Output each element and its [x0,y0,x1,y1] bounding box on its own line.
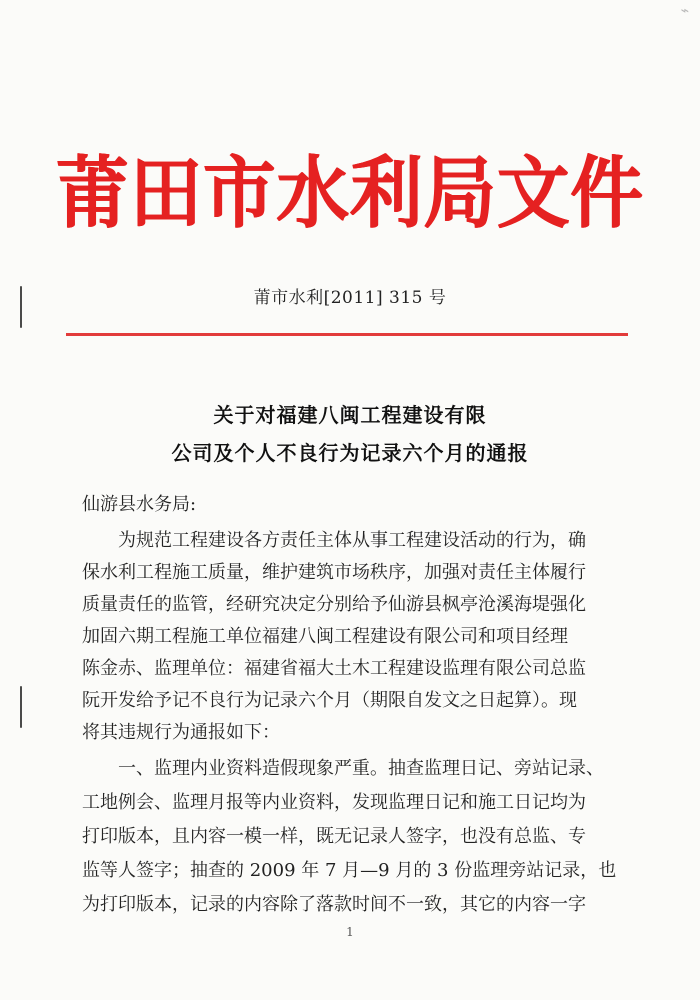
document-number: 莆市水利[2011] 315 号 [253,288,447,308]
document-title [0,396,700,472]
paragraph-2-line-2: 工地例会、监理月报等内业资料，发现监理日记和施工日记均为 [82,792,586,813]
scan-corner-mark: ⌁ [680,3,690,19]
issuer-masthead: 莆田市水利局文件 [56,148,644,239]
title-line-1: 关于对福建八闽工程建设有限 [213,403,487,427]
paragraph-1-line-1: 为规范工程建设各方责任主体从事工程建设活动的行为，确 [118,530,586,551]
recipient-line: 仙游县水务局: [82,494,197,515]
paragraph-2-line-1: 一、监理内业资料造假现象严重。抽查监理日记、旁站记录、 [118,758,604,779]
paragraph-2-line-4: 监等人签字；抽查的 2009 年 7 月—9 月的 3 份监理旁站记录，也 [82,860,617,881]
paragraph-1-line-2: 保水利工程施工质量，维护建筑市场秩序，加强对责任主体履行 [82,562,586,583]
red-separator-rule [66,333,628,336]
paragraph-1-line-7: 将其违规行为通报如下： [82,722,280,743]
paragraph-1-line-6: 阮开发给予记不良行为记录六个月（期限自发文之日起算）。现 [82,690,577,711]
paragraph-1-line-5: 陈金赤、监理单位：福建省福大土木工程建设监理有限公司总监 [82,658,586,679]
paragraph-1-line-4: 加固六期工程施工单位福建八闽工程建设有限公司和项目经理 [82,626,568,647]
scan-artifact-line-bottom [20,686,22,728]
page-number: 1 [346,925,354,939]
paragraph-2-line-5: 为打印版本，记录的内容除了落款时间不一致，其它的内容一字 [82,894,586,915]
paragraph-1-line-3: 质量责任的监管，经研究决定分别给予仙游县枫亭沧溪海堤强化 [82,594,586,615]
paragraph-2-line-3: 打印版本，且内容一模一样，既无记录人签字，也没有总监、专 [82,826,586,847]
title-line-2: 公司及个人不良行为记录六个月的通报 [171,441,529,465]
